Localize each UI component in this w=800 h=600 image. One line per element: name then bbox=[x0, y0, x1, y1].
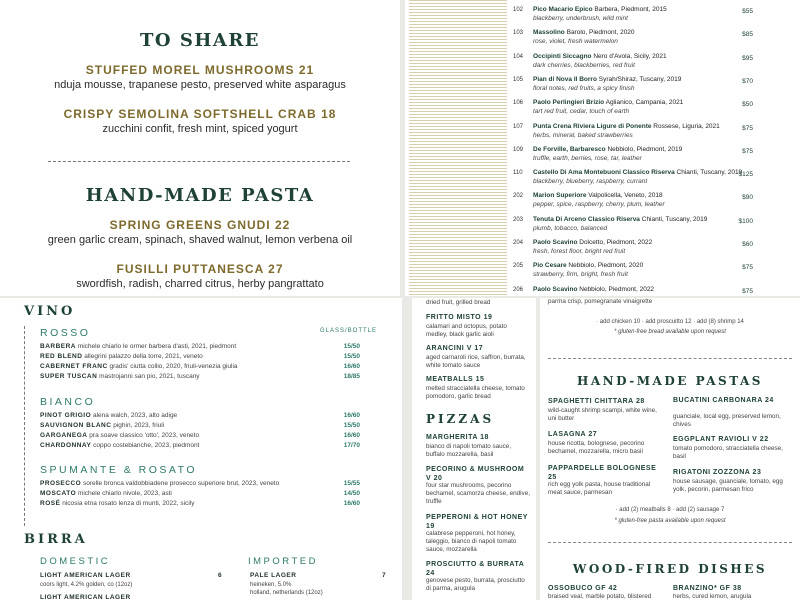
beer-desc: holland, netherlands (12oz) bbox=[250, 590, 323, 596]
pasta-dish-desc: swordfish, radish, charred citrus, herby pangrattato bbox=[76, 278, 324, 290]
bin-number: 109 bbox=[513, 146, 524, 153]
bin-number: 104 bbox=[513, 53, 524, 60]
woodfire-title: WOOD-FIRED DISHES bbox=[572, 562, 768, 576]
divider bbox=[48, 161, 350, 162]
tasting-notes: truffle, earth, berries, rose, tar, leather bbox=[533, 154, 642, 162]
dish-desc: house sausage, guanciale, tomato, egg yolk, pecorin, parmesan frico bbox=[673, 478, 783, 493]
dish-name: PAPPARDELLE BOLOGNESE 25 bbox=[548, 465, 657, 481]
pasta-gluten-free-note: * gluten-free pasta available upon request bbox=[614, 518, 726, 524]
pizzas-title: PIZZAS bbox=[426, 412, 495, 426]
pasta-title: HAND-MADE PASTA bbox=[85, 185, 315, 206]
dish-desc: wild-caught shrimp scampi, white wine, uni butter bbox=[548, 407, 657, 422]
wine-row: BARBERA michele chiarlo le ormer barbera d'asti, 2021, piedmont 15/50 bbox=[40, 343, 360, 350]
bin-number: 203 bbox=[513, 216, 524, 223]
bin-number: 103 bbox=[513, 30, 524, 37]
wine-row: SAUVIGNON BLANC pighin, 2023, friuli 15/50 bbox=[40, 422, 360, 429]
share-dish-name: STUFFED MOREL MUSHROOMS 21 bbox=[85, 63, 315, 77]
wine-list-row bbox=[509, 6, 799, 30]
imported-title: IMPORTED bbox=[248, 556, 318, 567]
dish-desc: parma crisp, pomegranate vinaigrette bbox=[548, 298, 653, 305]
wine-name: Paolo Scavino Nebbiolo, Piedmont, 2022 bbox=[533, 285, 655, 293]
vino-birra-panel bbox=[0, 298, 402, 600]
wine-row: PROSECCO sorelle bronca valdobbiadene prosecco superiore brut, 2023, veneto 15/55 bbox=[40, 480, 360, 487]
beer-price: 6 bbox=[218, 572, 222, 579]
tasting-notes: herbs, mineral, baked strawberries bbox=[533, 131, 633, 139]
wine-name: Punta Crena Riviera Ligure di Ponente Rossese, Liguria, 2021 bbox=[533, 122, 720, 130]
wine-row: CHARDONNAY coppo costebianche, 2023, piedmont 17/70 bbox=[40, 442, 360, 449]
wine-price: $75 bbox=[742, 287, 753, 295]
bin-number: 102 bbox=[513, 7, 524, 13]
divider bbox=[548, 358, 792, 359]
wine-list-row bbox=[509, 76, 799, 100]
wine-row: ROSÉ nicosia etna rosato lenza di munti, 2022, sicily 16/60 bbox=[40, 500, 360, 507]
vino-title: VINO bbox=[24, 304, 76, 319]
tasting-notes: strawberry, firm, bright, fresh fruit bbox=[533, 271, 628, 279]
wine-row: MOSCATO michele chiarlo nivole, 2023, asti 14/50 bbox=[40, 490, 360, 497]
share-dish-desc: nduja mousse, trapanese pesto, preserved white asparagus bbox=[54, 79, 346, 91]
dish-desc: rich egg yolk pasta, house traditional meat sauce, parmesan bbox=[548, 481, 651, 496]
dish-name: BRANZINO* GF 38 bbox=[673, 585, 742, 592]
dish-desc: guanciale, local egg, preserved lemon, chives bbox=[673, 413, 781, 428]
bin-number: 204 bbox=[513, 240, 524, 246]
pasta-dish-desc: green garlic cream, spinach, shaved walnut, lemon verbena oil bbox=[47, 234, 353, 246]
wine-list-row bbox=[509, 262, 799, 286]
dish-name: FRITTO MISTO 19 bbox=[426, 314, 493, 321]
dish-desc: house ricotta, bolognese, pecorino bechamel, mozzarella, micro basil bbox=[548, 440, 645, 455]
dish-desc: tomato pomodoro, stracciatella cheese, basil bbox=[673, 445, 783, 460]
dish-name: EGGPLANT RAVIOLI V 22 bbox=[673, 436, 769, 443]
dish-name: PROSCIUTTO & BURRATA 24 bbox=[426, 561, 525, 577]
dish-name: PEPPERONI & HOT HONEY 19 bbox=[426, 514, 528, 530]
tasting-notes: blackberry, underbrush, wild mint bbox=[533, 15, 628, 22]
tasting-notes: fresh, forest floor, bright red fruit bbox=[533, 248, 626, 255]
wine-name: De Forville, Barbaresco Nebbiolo, Piedmont, 2019 bbox=[533, 145, 683, 153]
tasting-notes: floral notes, red fruits, a spicy finish bbox=[533, 84, 635, 92]
dish-name: SPAGHETTI CHITTARA 28 bbox=[548, 398, 645, 405]
share-dish-desc: zucchini confit, fresh mint, spiced yogurt bbox=[102, 123, 298, 135]
wine-list-row bbox=[509, 192, 799, 216]
wine-row: SUPER TUSCAN mastrojanni san pio, 2021, tuscany 18/85 bbox=[40, 373, 360, 380]
wine-list-row bbox=[509, 239, 799, 263]
wine-price: $70 bbox=[742, 77, 753, 85]
dish-name: OSSOBUCO GF 42 bbox=[548, 585, 618, 592]
wine-price: $75 bbox=[742, 147, 753, 155]
divider bbox=[548, 542, 792, 543]
beer-desc: heineken, 5.0% bbox=[250, 582, 292, 588]
dish-name: MEATBALLS 15 bbox=[426, 376, 485, 383]
wine-name: Marion Superiore Valpolicella, Veneto, 2018 bbox=[533, 192, 663, 200]
wine-list-row bbox=[509, 286, 799, 296]
dish-name: RIGATONI ZOZZONA 23 bbox=[673, 469, 762, 476]
wine-price: $50 bbox=[742, 101, 753, 109]
dish-name: ARANCINI V 17 bbox=[426, 345, 484, 352]
bin-number: 110 bbox=[513, 170, 523, 177]
wine-price: $100 bbox=[738, 217, 753, 225]
pasta-addons-note: · add (2) meatballs 8 · add (2) sausage 7 bbox=[615, 507, 725, 513]
tasting-notes: blackberry, blueberry, raspberry, currant bbox=[533, 178, 648, 186]
wine-list-row bbox=[509, 146, 799, 170]
dish-name: LASAGNA 27 bbox=[548, 431, 598, 438]
bin-number: 107 bbox=[513, 123, 524, 130]
wine-name: Pio Cesare Nebbiolo, Piedmont, 2020 bbox=[533, 262, 644, 270]
wine-price: $75 bbox=[742, 264, 753, 272]
dish-desc: braised veal, marble potato, blistered bbox=[548, 593, 652, 600]
wine-row: PINOT GRIGIO alena walch, 2023, alto adige 16/60 bbox=[40, 412, 360, 419]
pasta-woodfire-panel bbox=[540, 298, 800, 600]
beer-name: PALE LAGER bbox=[250, 572, 297, 579]
wine-list-row bbox=[509, 53, 799, 77]
beer-desc: coors light, 4.2% golden, co (12oz) bbox=[40, 582, 133, 588]
wine-list-row bbox=[509, 123, 799, 147]
tasting-notes: plumb, tobacco, balanced bbox=[533, 224, 608, 232]
bin-number: 206 bbox=[513, 286, 524, 293]
wine-row: CABERNET FRANC gradis' ciutta collio, 2020, friuli-venezia giulia 16/60 bbox=[40, 363, 360, 370]
pastas-title: HAND-MADE PASTAS bbox=[577, 374, 763, 388]
beer-name: LIGHT AMERICAN LAGER bbox=[40, 572, 131, 579]
share-menu-panel bbox=[0, 0, 400, 296]
wine-price: $60 bbox=[742, 241, 753, 248]
spumante-title: SPUMANTE & ROSATO bbox=[40, 464, 198, 476]
dish-name: MARGHERITA 18 bbox=[426, 434, 489, 441]
bin-number: 105 bbox=[513, 76, 524, 83]
wine-list-panel bbox=[405, 0, 800, 296]
tasting-notes: pepper, spice, raspberry, cherry, plum, leather bbox=[533, 201, 665, 209]
wine-list-row bbox=[509, 29, 799, 53]
wine-list-row bbox=[509, 99, 799, 123]
share-dish-name: CRISPY SEMOLINA SOFTSHELL CRAB 18 bbox=[63, 107, 337, 121]
wine-name: Pian di Nova Il Borro Syrah/Shiraz, Tuscany, 2019 bbox=[533, 75, 682, 83]
wine-name: Paolo Scavino Dolcetto, Piedmont, 2022 bbox=[533, 239, 653, 246]
addons-note: · add chicken 10 · add proscuitto 12 · add (8) shrimp 14 bbox=[596, 319, 744, 325]
wine-list-row bbox=[509, 169, 799, 193]
bianco-title: BIANCO bbox=[40, 396, 96, 408]
dish-desc: bianco di napoli tomato sauce, buffalo mozzarella, basil bbox=[426, 443, 512, 458]
domestic-title: DOMESTIC bbox=[40, 556, 111, 567]
share-title: TO SHARE bbox=[140, 30, 260, 51]
wine-price: $95 bbox=[742, 54, 753, 62]
dish-desc: calabrese pepperoni, hot honey, taleggio, bianco di napoli tomato sauce, mozzarella bbox=[426, 530, 517, 553]
tasting-notes: tart red fruit, cedar, touch of earth bbox=[533, 108, 630, 116]
dish-desc: genovese pesto, burrata, prosciutto di parma, arugula bbox=[426, 577, 525, 592]
bin-number: 106 bbox=[513, 100, 524, 107]
glass-bottle-header: GLASS/BOTTLE bbox=[320, 328, 378, 334]
pizza-panel bbox=[412, 298, 536, 600]
wine-name: Occipinti Siccagno Nero d'Avola, Sicily, 2021 bbox=[533, 52, 667, 60]
bin-number: 205 bbox=[513, 263, 524, 270]
rosso-title: ROSSO bbox=[40, 327, 91, 339]
wine-name: Castello Di Ama Montebuoni Classico Riserva Chianti, Tuscany, 2019 bbox=[533, 169, 743, 177]
dish-desc: aged carnaroli rice, saffron, burrata, white tomato sauce bbox=[426, 354, 526, 369]
beer-name: LIGHT AMERICAN LAGER bbox=[40, 594, 131, 600]
gluten-free-note: * gluten-free bread available upon request bbox=[614, 329, 726, 335]
wine-row: RED BLEND allegrini palazzo della torre, 2021, veneto 15/50 bbox=[40, 353, 360, 360]
dish-desc: four star mushrooms, pecorino bechamel, scamorza cheese, endive, truffle bbox=[426, 482, 530, 505]
dish-desc: dried fruit, grilled bread bbox=[426, 299, 491, 306]
tasting-notes: rose, violet, fresh watermelon bbox=[533, 38, 618, 46]
dish-desc: calamari and octopus, potato medley, black garlic aioli bbox=[426, 323, 507, 338]
tasting-notes: dark cherries, blackberries, red fruit bbox=[533, 61, 635, 69]
dish-desc: herbs, cured lemon, arugula bbox=[673, 593, 752, 600]
vertical-divider bbox=[24, 326, 26, 526]
wine-row: GARGANEGA pra soave classico 'otto', 2023, veneto 16/60 bbox=[40, 432, 360, 439]
wine-price: $90 bbox=[742, 194, 753, 202]
decorative-stripes bbox=[409, 0, 507, 296]
wine-price: $75 bbox=[742, 124, 753, 132]
wine-price: $55 bbox=[742, 8, 753, 15]
dish-name: PECORINO & MUSHROOM V 20 bbox=[426, 466, 525, 482]
beer-price: 7 bbox=[382, 572, 386, 579]
dish-desc: melted stracciatella cheese, tomato pomodoro, garlic bread bbox=[426, 385, 525, 400]
pasta-dish-name: SPRING GREENS GNUDI 22 bbox=[109, 218, 291, 232]
wine-price: $125 bbox=[738, 171, 753, 179]
wine-name: Tenuta Di Arceno Classico Riserva Chianti, Tuscany, 2019 bbox=[533, 215, 708, 223]
pasta-dish-name: FUSILLI PUTTANESCA 27 bbox=[116, 262, 284, 276]
birra-title: BIRRA bbox=[24, 532, 88, 547]
wine-name: Massolino Barolo, Piedmont, 2020 bbox=[533, 29, 635, 37]
wine-list-row bbox=[509, 216, 799, 240]
wine-price: $85 bbox=[742, 31, 753, 39]
wine-name: Paolo Perlingieri Brizio Aglianico, Campania, 2021 bbox=[533, 99, 684, 107]
dish-name: BUCATINI CARBONARA 24 bbox=[673, 397, 774, 404]
wine-name: Pico Macario Epico Barbera, Piedmont, 2015 bbox=[533, 6, 667, 13]
bin-number: 202 bbox=[513, 193, 524, 200]
